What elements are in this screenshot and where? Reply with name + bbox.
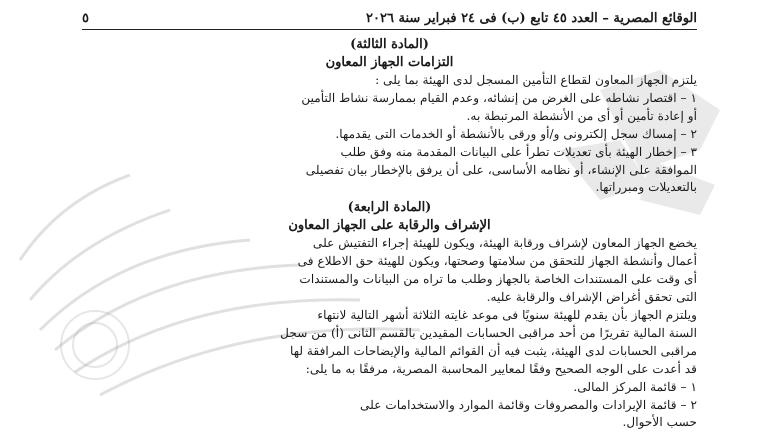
article3-item1-line1: ١ – اقتصار نشاطه على الغرض من إنشائه، وعدم القيام بممارسة نشاط التأمين xyxy=(301,90,697,105)
article4-para2-line4: قد أعدت على الوجه الصحيح وفقًا لمعايير المحاسبة المصرية، مرفقًا به ما يلى: xyxy=(305,361,697,376)
article4-subheading: الإشراف والرقابة على الجهاز المعاون xyxy=(288,218,491,234)
article4-para1-line1: يخضع الجهاز المعاون لإشراف ورقابة الهيئة، ويكون للهيئة إجراء التفتيش على xyxy=(312,236,697,251)
article4-para2-line3: مراقبى الحسابات لدى الهيئة، يثبت فيه أن القوائم المالية والإيضاحات المرافقة لها xyxy=(289,343,697,358)
article3-heading: (المادة الثالثة) xyxy=(350,37,429,52)
article3-subheading: التزامات الجهاز المعاون xyxy=(325,55,454,70)
article4-para1-line4: التى تحقق أغراض الإشراف والرقابة عليه. xyxy=(486,290,697,305)
page-number: ٥ xyxy=(82,11,89,26)
header-title: الوقائع المصرية – العدد ٤٥ تابع (ب) فى ٢٤ فبراير سنة ٢٠٢٦ xyxy=(366,11,697,26)
article3-item3-line2: الموافقة على الإنشاء، أو نظامه الأساسى، على أن يرفق بالإخطار بيان تفصيلى xyxy=(305,162,697,177)
article4-item1: ١ – قائمة المركز المالى. xyxy=(573,379,697,394)
article3-intro: يلتزم الجهاز المعاون لقطاع التأمين المسجل لدى الهيئة بما يلى : xyxy=(375,73,697,87)
article3-item1-line2: أو إعادة تأمين أو أى من الأنشطة المرتبطة به. xyxy=(466,108,697,123)
article3-item2: ٢ – إمساك سجل إلكترونى و/أو ورقى بالأنشطة أو الخدمات التى يقدمها. xyxy=(335,126,697,141)
article4-item2-line2: حسب الأحوال. xyxy=(622,415,697,430)
article4-para1-line2: أعمال وأنشطة الجهاز للتحقق من سلامتها وصحتها، ويكون للهيئة حق الاطلاع فى xyxy=(297,254,697,269)
document-body xyxy=(82,36,697,432)
article4-para2-line1: ويلتزم الجهاز بأن يقدم للهيئة سنويًا فى موعد غايته الثلاثة أشهر التالية لانتهاء xyxy=(317,307,697,322)
article3-item3-line3: بالتعديلات ومبرراتها. xyxy=(595,180,697,195)
article3-item3-line1: ٣ – إخطار الهيئة بأى تعديلات تطرأ على البيانات المقدمة منه وفق طلب xyxy=(340,144,697,159)
article4-heading: (المادة الرابعة) xyxy=(347,200,432,216)
article4-para2-line2: السنة المالية تقريرًا من أحد مراقبى الحسابات المقيدين بالقسم الثانى (أ) من سجل xyxy=(280,325,697,340)
article4-item2-line1: ٢ – قائمة الإيرادات والمصروفات وقائمة الموارد والاستخدامات على xyxy=(360,397,697,412)
page-header xyxy=(82,6,697,30)
article4-para1-line3: أى وقت على المستندات الخاصة بالجهاز وطلب ما تراه من البيانات والمستندات xyxy=(299,272,697,287)
